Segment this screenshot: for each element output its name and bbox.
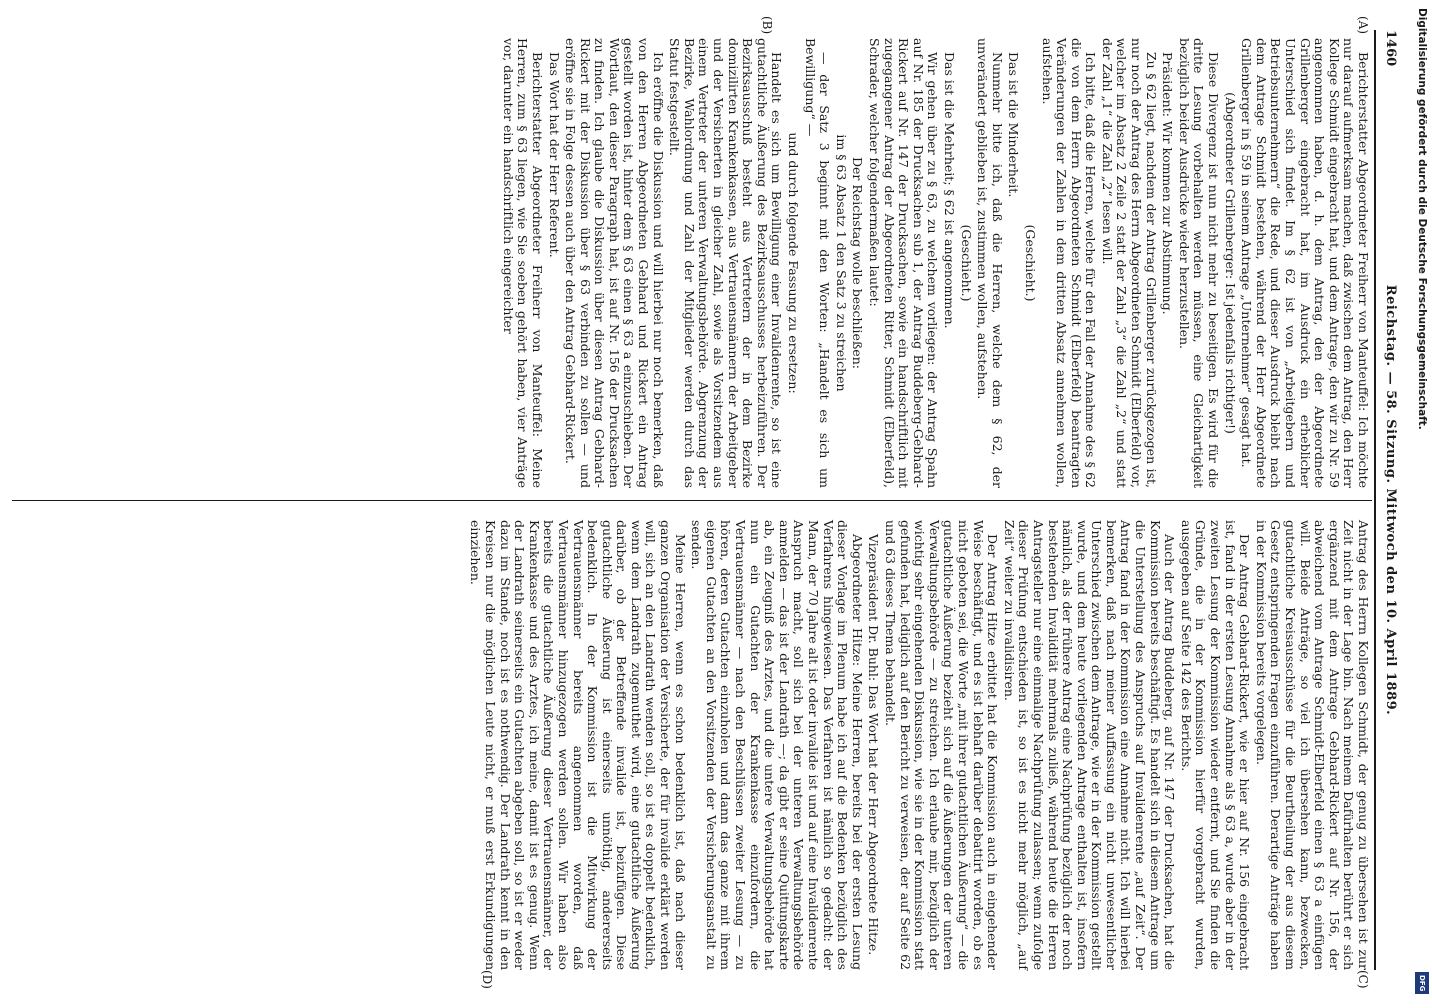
margin-marker-a: (A) (1356, 16, 1370, 35)
paragraph: Nunmehr bitte ich, daß die Herren, welche dem § 62, der unverändert geblieben ist, zustimmen wollen, aufstehen. (975, 38, 1005, 488)
paragraph: Auch der Antrag Buddeberg, auf Nr. 147 der Drucksachen, hat die Kommission bereits beschäftigt. Es handelt sich in diesem Antrage um die Unterstellung des Anspruchs auf Invalidenrente „auf Zeit“. Der Antrag fand in der Kommission eine Annahme nicht. Ich will hierbei bemerken, daß nach meiner Auffassung ein nicht unwesentlicher Unterschied zwischen dem Antrage, wie er in der Kommission gestellt wurde, und dem heute vorliegenden Antrage enthalten ist, insofern nämlich, als der frühere Antrag eine Nachprüfung bezüglich der noch bestehenden Invalidität mehrmals zuließ, während heute die Herren Antragsteller nur eine einmalige Nachprüfung zulassen; wenn zufolge dieser Prüfung entschieden ist, so ist es nicht mehr möglich, „auf Zeit“ weiter zu invalidisiren. (1001, 520, 1178, 970)
margin-marker-d: (D) (480, 970, 494, 989)
paragraph: Der Reichstag wolle beschließen: (850, 157, 866, 369)
paragraph: Abgeordneter Hitze: Meine Herren, bereits bei der ersten Lesung dieser Vorlage im Plenum habe ich auf die Bedenken bezüglich des Verfahrens hingewiesen. Das Verfahren ist nämlich so gedacht: der Mann, der 70 Jahre alt ist oder invalide ist und auf eine Invalidenrente Anspruch macht, soll sich bei der unteren Verwaltungsbehörde anmelden — das ist der Landrath —; da gibt er seine Quittungskarte ab, ein Zeugniß des Arztes, und die untere Verwaltungsbehörde hat nun ein Gutachten der Krankenkasse einzufordern, die Vertrauensmänner — nach den Beschlüssen zweiter Lesung — zu hören, deren Gutachten einzuholen und dann das ganze mit ihrem eigenen Gutachten an den Vorsitzenden der Versicherungsanstalt zu senden. (689, 520, 865, 970)
paragraph: Berichterstatter Abgeordneter Freiherr von Manteuffel: Meine Herren, zum § 63 liegen, wie Sie soeben gehört haben, vier Anträge vor, darunter ein handschriftlich eingereichter (500, 38, 545, 488)
paragraph: Der Antrag Hitze erbittet hat die Kommission auch in eingehender Weise beschäftigt, und es ist lebhaft darüber debattirt worden, ob es nicht geboten sei, die Worte „mit ihrer gutachtlichen Äußerung“ — die gutachtliche Äußerung bezieht sich auf die Äußerungen der unteren Verwaltungsbehörde — zu streichen. Ich erlaube mir, bezüglich der wichtig sehr eingehenden Diskussion, wie sie in der Kommission statt gefunden hat, lediglich auf den Bericht zu verweisen, der auf Seite 62 und 63 dieses Thema behandelt. (883, 520, 1001, 970)
paragraph: im § 63 Absatz 1 den Satz 3 zu streichen (833, 134, 849, 392)
paragraph: Ich eröffne die Diskussion und will hierbei nur noch bemerken, daß von den Herren Abgeordneten Gebhard und Rickert ein Antrag gestellt worden ist, hinter dem § 63 einen § 63 a einzuschieben. Der Wortlaut, den dieser Paragraph hat, ist auf Nr. 156 der Drucksachen zu finden. Ich glaube die Diskussion über diesen Antrag Gebhard-Rickert mit der Diskussion über § 63 verbinden zu sollen — und eröffne sie in Folge dessen auch über den Antrag Gebhard-Rickert. (563, 38, 666, 488)
paragraph: (Abgeordneter Grillenberger: Ist jedenfalls richtiger!) (1222, 92, 1238, 434)
margin-marker-b: (B) (760, 16, 774, 35)
paragraph: Wir gehen über zu § 63, zu welchem vorliegen: der Antrag Spahn auf Nr. 185 der Drucksachen sub 1, der Antrag Buddeberg-Gebhard-Rickert auf Nr. 147 der Drucksachen, sowie ein handschriftlich mit zugegangener Antrag der Abgeordneten Ritter, Schmidt (Elberfeld), Schrader, welcher folgendermaßen lautet: (867, 38, 941, 488)
paragraph: Präsident: Wir kommen zur Abstimmung. (1160, 52, 1176, 315)
paragraph: Das ist die Minderheit. (1006, 52, 1022, 198)
right-column (466, 520, 1370, 970)
paragraph: Ich bitte, daß die Herren, welche für den Fall der Annahme des § 62 die von dem Herrn Abgeordneten Schmidt (Elberfeld) beantragten Veränderungen der Zahlen in dem dritten Absatz annehmen wollen, aufstehen. (1039, 38, 1099, 488)
dfg-logo: DFG (1415, 972, 1429, 994)
left-column (498, 38, 1370, 488)
paragraph: Vizepräsident Dr. Buhl: Das Wort hat der Herr Abgeordnete Hitze. (866, 534, 882, 956)
paragraph: (Geschieht.) (958, 224, 974, 302)
paragraph: Das ist die Mehrheit; § 62 ist angenommen. (941, 52, 957, 329)
paragraph: Berichterstatter Abgeordneter Freiherr von Manteuffel: Ich möchte nur darauf aufmerksam machen, daß zwischen dem Antrag, den Herr Kollege Schmidt eingebracht hat, und dem Antrage, den wir zu Nr. 59 angenommen haben, d. h. dem Antrag, den der Abgeordnete Grillenberger eingebracht hat, im Ausdruck ein erheblicher Unterschied sich findet. Im § 62 ist von „Arbeitgebern und Betriebsunternehmern“ die Rede, und dieser Ausdruck bleibt nach dem Antrage Schmidt bestehen, während der Herr Abgeordnete Grillenberger in § 59 in seinem Antrage „Unternehmer“ gesagt hat. (1239, 38, 1371, 488)
paragraph: Zu § 62 liegt, nachdem der Antrag Grillenberger zurückgezogen ist, nur noch der Antrag des Herrn Abgeordneten Schmidt (Elberfeld) vor, welcher im Absatz 2 Zeile 2 statt der Zahl „3“ die Zahl „2“ und statt der Zahl „1“ die Zahl „2“ lesen will. (1099, 38, 1159, 488)
paragraph: Handelt es sich um Bewilligung einer Invalidenrente, so ist eine gutachtliche Äußerung des Bezirksausschusses herbeizuführen. Der Bezirksausschuß besteht aus Vertretern der in dem Bezirke domizilirten Krankenkassen, aus Vertrauensmännern der Arbeitgeber und der Versicherten in gleicher Zahl, sowie als Vorsitzendem aus einem Vertreter der unteren Verwaltungsbehörde. Abgrenzung der Bezirke, Wahlordnung und Zahl der Mitglieder werden durch das Statut festgestellt. (667, 38, 785, 488)
paragraph: (Geschieht.) (1022, 224, 1038, 302)
running-title: Reichstag. — 58. Sitzung. Mittwoch den 10. April 1889. (1383, 284, 1398, 716)
paragraph: Meine Herren, wenn es schon bedenklich ist, daß nach dieser ganzen Organisation der Versicherte, der für invalide erklärt werden will, sich an den Landrath wenden soll, so ist es doppelt bedenklich, wenn dem Landrath zugemuthet wird, eine gutachtliche Äußerung darüber, ob der Betreffende invalide ist, beizufügen. Diese gutachtliche Äußerung ist einerseits unnöthig, andererseits bedenklich. In der Kommission ist die Mitwirkung der Vertrauensmänner bereits angenommen worden, daß Vertrauensmänner hinzugezogen werden sollen. Wir haben also bereits die gutachtliche Äußerung dieser Vertrauensmänner, der Krankenkasse und des Arztes, ich meine, damit ist es genug. Wenn der Landrath seinerseits ein Gutachten abgeben soll, so ist er weder dazu im Stande, noch ist es nothwendig. Der Landrath kennt in den Kreisen nur die möglichen Leute nicht, er muß erst Erkundigungen einziehen. (468, 520, 688, 970)
paragraph: Antrag des Herrn Kollegen Schmidt, der genug zu übersehen ist zur Zeit nicht in der Lage bin. Nach meinem Dafürhalten berührt er sich ergänzend mit dem Antrage Gebhard-Rickert auf Nr. 156, der abweichend vom Antrage Schmidt-Elberfeld einen § 63 a einfügen will. Beide Anträge, so viel ich übersehen kann, bezwecken, gutachtliche Kreisausschüsse für die Beurtheilung der aus diesem Gesetz entspringenden Fragen einzuführen. Derartige Anträge haben in der Kommission bereits vorgelegen. (1253, 520, 1371, 970)
page-header (1376, 30, 1402, 970)
paragraph: — der Satz 3 beginnt mit den Worten: „Handelt es sich um Bewilligung“ — (802, 38, 833, 488)
page-number: 1460 (1383, 30, 1398, 67)
paragraph: Diese Divergenz ist nun nicht mehr zu beseitigen. Es wird für die dritte Lesung vorbehalten werden müssen, eine Gleichartigkeit bezüglich beider Ausdrücke wieder herzustellen. (1176, 38, 1222, 488)
paragraph: Das Wort hat der Herr Referent. (546, 52, 562, 258)
margin-marker-c: (C) (1356, 970, 1370, 989)
paragraph: Der Antrag Gebhard-Rickert, wie er hier auf Nr. 156 eingebracht ist, fand in der ersten Lesung Annahme als § 63 a, wurde aber in der zweiten Lesung der Kommission wieder entfernt, und Sie finden die Gründe, die in der Kommission hierfür vorgebracht wurden, ausgegeben auf Seite 142 des Berichts. (1178, 520, 1253, 970)
digitization-strip (1412, 0, 1432, 1000)
paragraph: und durch folgende Fassung zu ersetzen: (786, 132, 802, 394)
header-rule (1374, 30, 1376, 970)
column-divider (12, 500, 1372, 501)
digitization-credit: Digitalisierung gefördert durch die Deutsche Forschungsgemeinschaft. (1416, 8, 1428, 430)
